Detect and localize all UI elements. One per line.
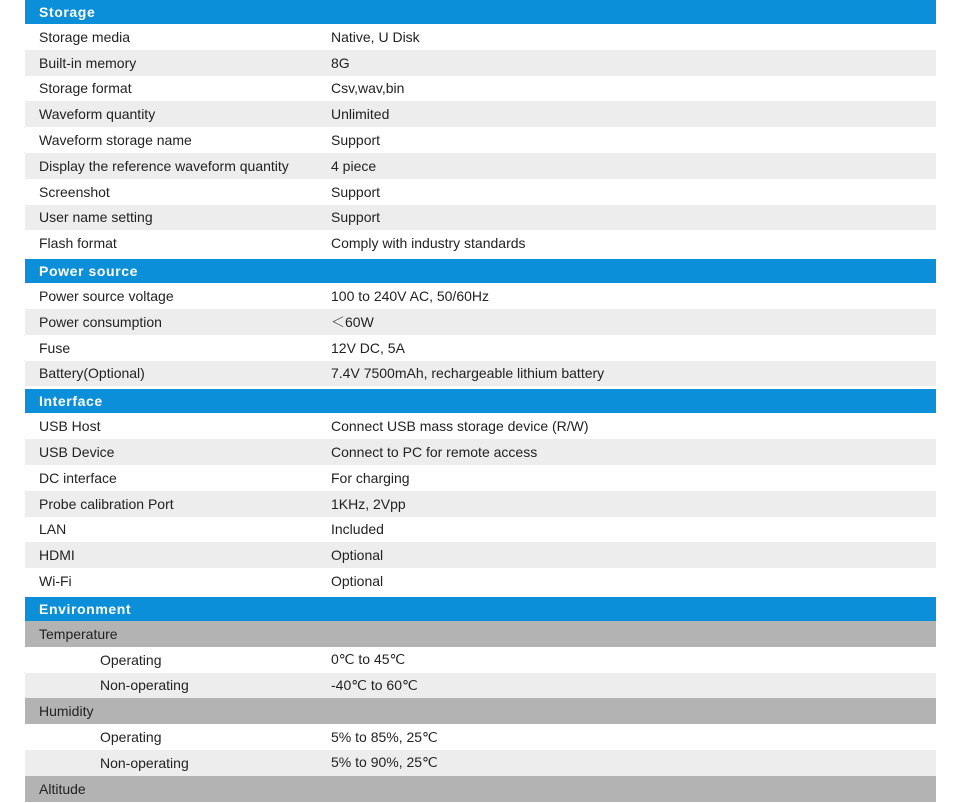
section-title: Interface <box>39 393 103 410</box>
spec-row <box>25 24 936 50</box>
spec-row <box>25 153 936 179</box>
spec-row <box>25 179 936 205</box>
spec-row <box>25 750 936 776</box>
spec-value: Native, U Disk <box>331 28 420 45</box>
section-power-source <box>25 283 936 386</box>
section-title: Storage <box>39 4 96 20</box>
group-label: Temperature <box>39 625 118 642</box>
spec-value: Optional <box>331 547 384 564</box>
spec-value: 5% to 85%, 25℃ <box>331 728 438 745</box>
spec-label: USB Host <box>39 418 101 435</box>
spec-label: Waveform storage name <box>39 132 192 149</box>
spec-value: 8G <box>331 54 350 71</box>
spec-row <box>25 517 936 543</box>
spec-label: DC interface <box>39 469 117 486</box>
group-row-altitude <box>25 776 936 802</box>
spec-label: Flash format <box>39 235 117 252</box>
spec-label: LAN <box>39 521 67 538</box>
spec-value: 12V DC, 5A <box>331 339 405 356</box>
spec-row <box>25 76 936 102</box>
section-environment <box>25 621 936 802</box>
spec-value: ＜60W <box>331 313 374 330</box>
section-storage <box>25 24 936 256</box>
spec-value: 5% to 90%, 25℃ <box>331 754 438 771</box>
spec-row <box>25 309 936 335</box>
spec-label: User name setting <box>39 209 153 226</box>
spec-label: Storage media <box>39 28 131 45</box>
group-row-humidity <box>25 698 936 724</box>
spec-value: Optional <box>331 573 384 590</box>
spec-value: Included <box>331 521 384 538</box>
spec-value: 4 piece <box>331 157 377 174</box>
spec-label: Battery(Optional) <box>39 365 145 382</box>
section-title: Environment <box>39 600 132 617</box>
spec-value: For charging <box>331 469 410 486</box>
section-header-storage <box>25 0 936 24</box>
spec-label: Display the reference waveform quantity <box>39 157 289 174</box>
spec-row <box>25 542 936 568</box>
spec-value: Connect to PC for remote access <box>331 444 538 461</box>
spec-row <box>25 491 936 517</box>
spec-value: Csv,wav,bin <box>331 80 405 97</box>
group-label: Altitude <box>39 780 86 797</box>
spec-label: HDMI <box>39 547 75 564</box>
spec-row <box>25 101 936 127</box>
spec-value: 0℃ to 45℃ <box>331 651 406 668</box>
spec-row <box>25 568 936 594</box>
group-label: Humidity <box>39 703 94 720</box>
spec-label: Non-operating <box>100 754 189 771</box>
spec-row <box>25 50 936 76</box>
spec-label: Power consumption <box>39 313 162 330</box>
spec-label: Power source voltage <box>39 288 174 305</box>
spec-value: 1KHz, 2Vpp <box>331 495 406 512</box>
spec-row <box>25 465 936 491</box>
spec-value: Support <box>331 209 381 226</box>
spec-label: Probe calibration Port <box>39 495 174 512</box>
spec-label: USB Device <box>39 444 115 461</box>
spec-row <box>25 283 936 309</box>
spec-label: Wi-Fi <box>39 573 72 590</box>
spec-label: Storage format <box>39 80 132 97</box>
section-header-power-source <box>25 259 936 283</box>
spec-value: 100 to 240V AC, 50/60Hz <box>331 288 489 305</box>
spec-row <box>25 439 936 465</box>
spec-label: Operating <box>100 729 162 746</box>
spec-label: Waveform quantity <box>39 106 156 123</box>
spec-label: Operating <box>100 651 162 668</box>
spec-row <box>25 647 936 673</box>
spec-row <box>25 413 936 439</box>
spec-value: Unlimited <box>331 106 390 123</box>
group-row-temperature <box>25 621 936 647</box>
spec-value: Support <box>331 183 381 200</box>
spec-label: Non-operating <box>100 677 189 694</box>
spec-row <box>25 205 936 231</box>
spec-value: Support <box>331 132 381 149</box>
spec-value: Connect USB mass storage device (R/W) <box>331 418 589 435</box>
spec-value: Comply with industry standards <box>331 235 526 252</box>
spec-label: Fuse <box>39 339 71 356</box>
spec-row <box>25 127 936 153</box>
spec-value: -40℃ to 60℃ <box>331 676 418 693</box>
spec-label: Built-in memory <box>39 54 137 71</box>
spec-row <box>25 230 936 256</box>
section-header-interface <box>25 389 936 413</box>
spec-value: 7.4V 7500mAh, rechargeable lithium battery <box>331 365 605 382</box>
spec-row <box>25 361 936 387</box>
spec-row <box>25 673 936 699</box>
spec-table <box>25 0 936 802</box>
spec-row <box>25 724 936 750</box>
section-interface <box>25 413 936 594</box>
spec-row <box>25 335 936 361</box>
section-title: Power source <box>39 263 139 280</box>
section-header-environment <box>25 597 936 621</box>
spec-label: Screenshot <box>39 183 110 200</box>
